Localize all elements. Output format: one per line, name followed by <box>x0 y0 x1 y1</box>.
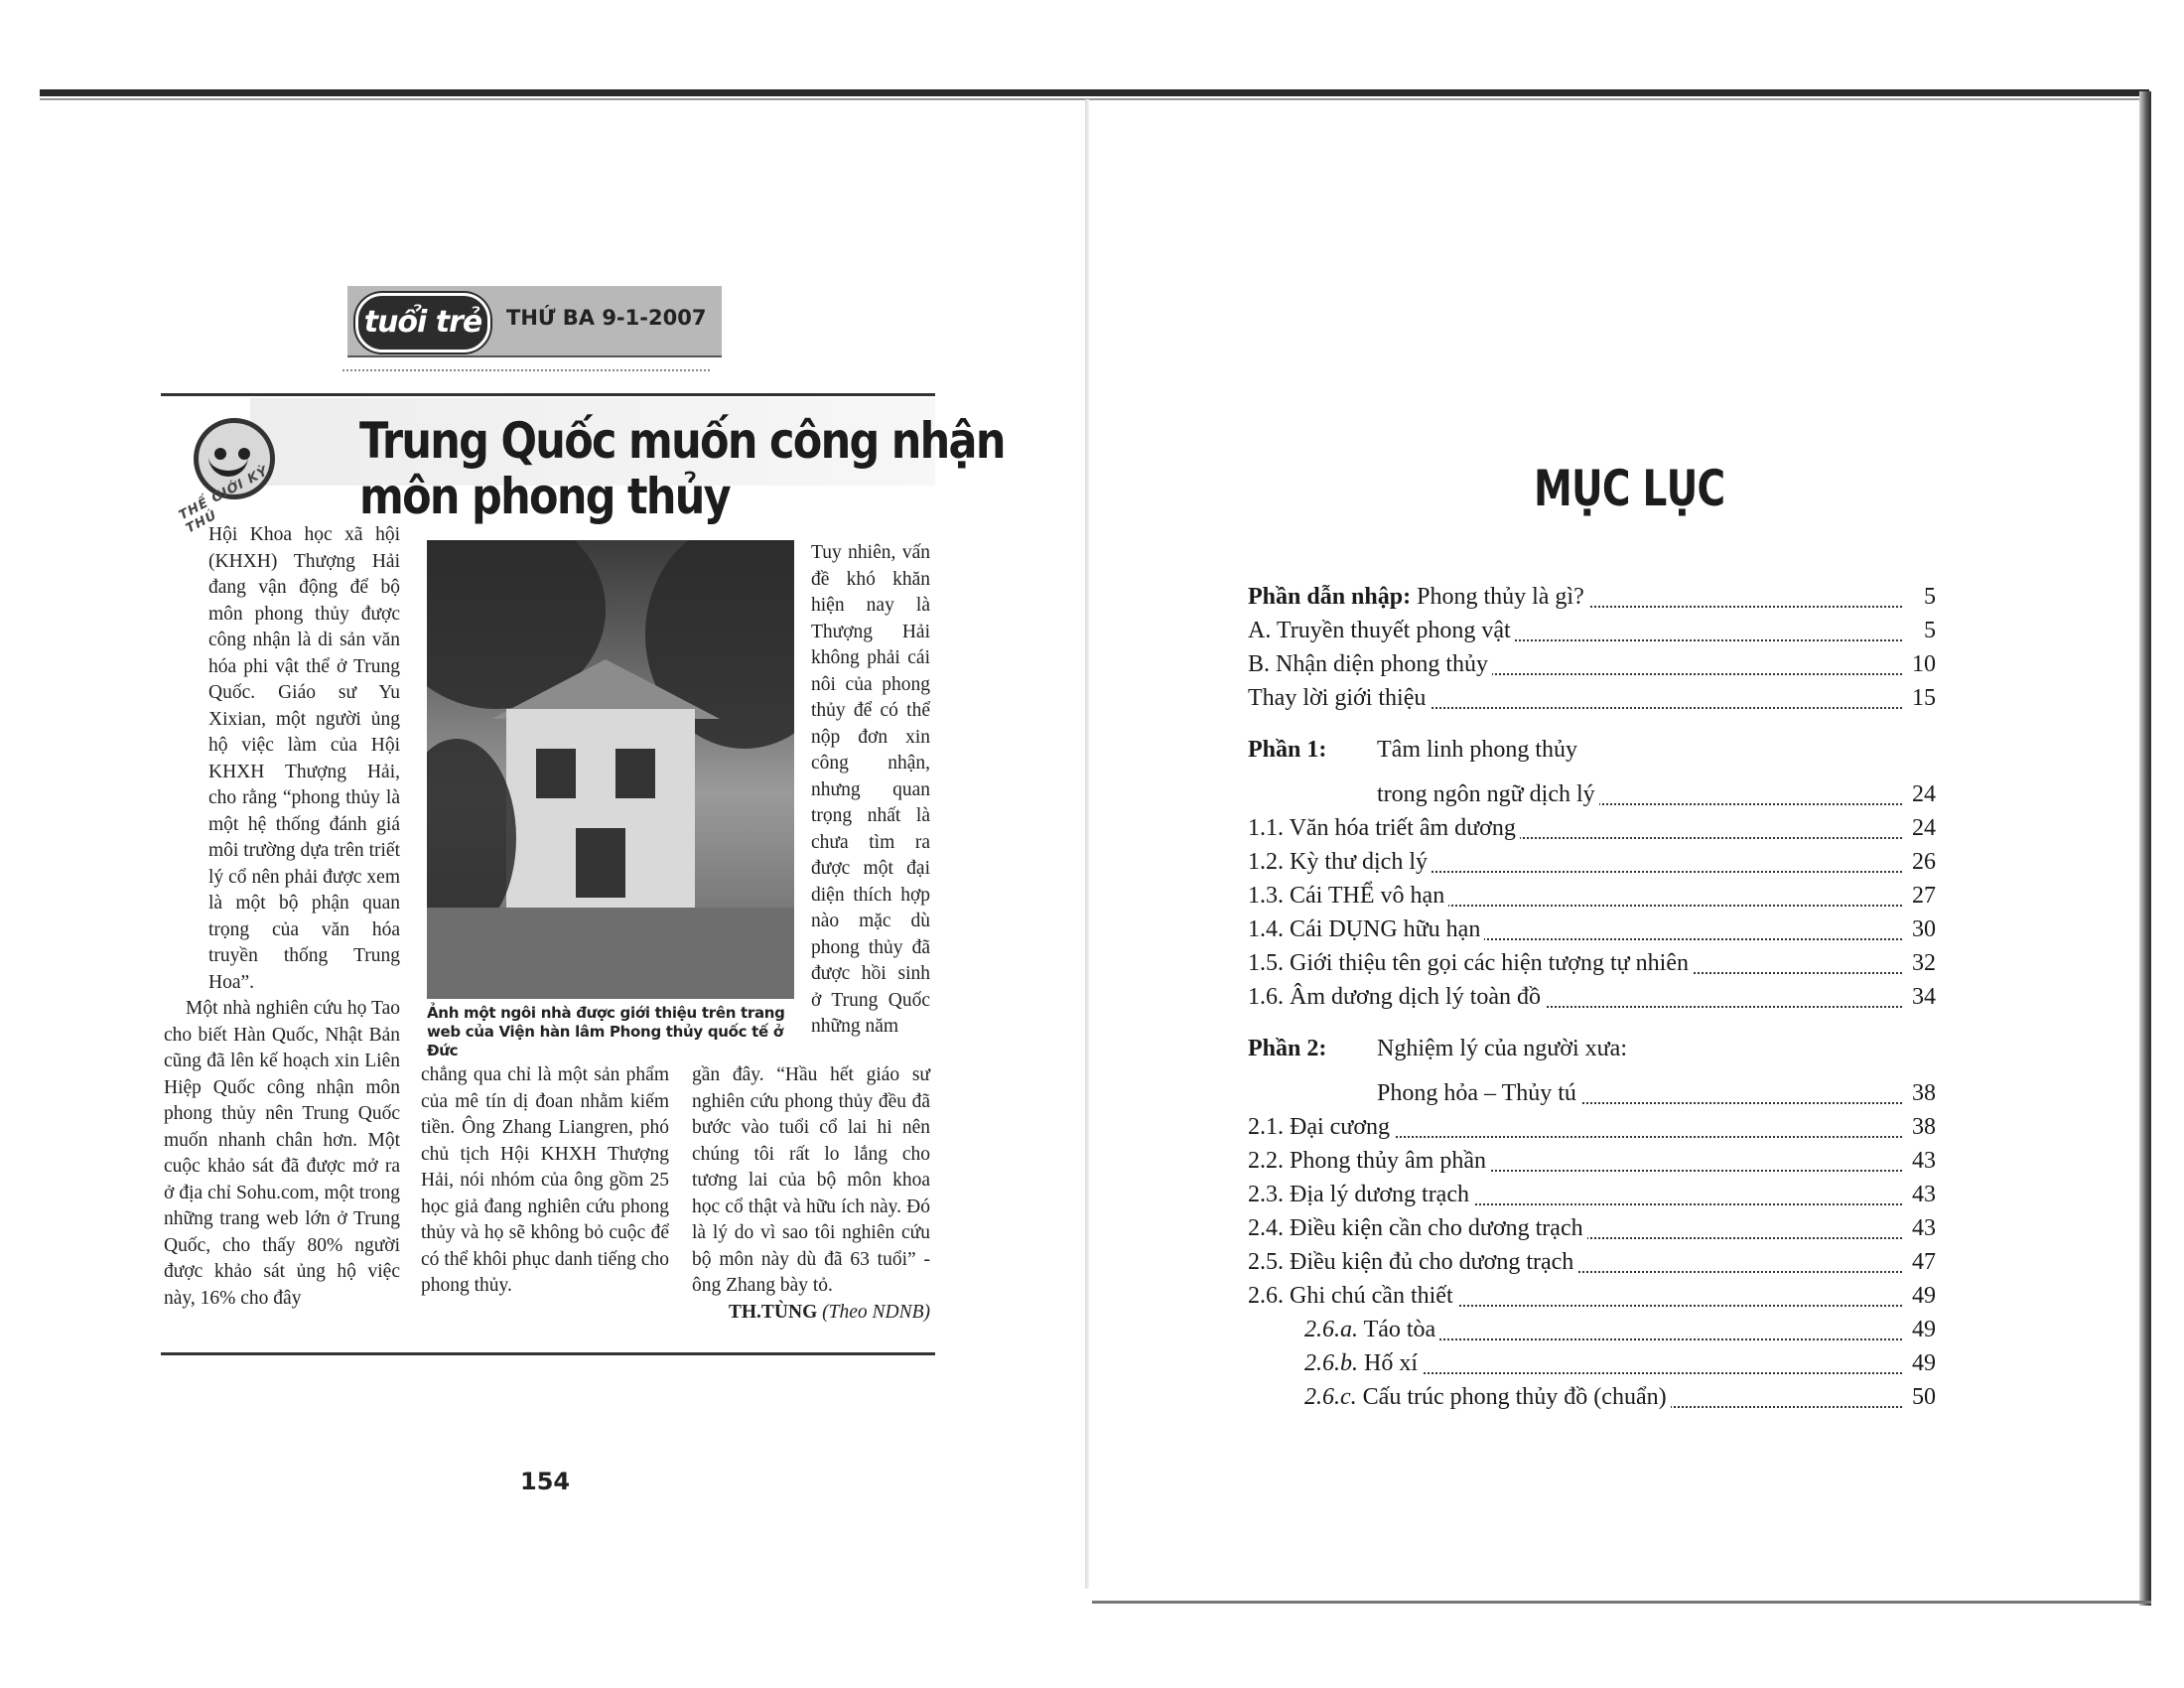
toc-entry-text: 2.6. Ghi chú cần thiết <box>1248 1283 1457 1310</box>
toc-entry-text: Phong hỏa – Thủy tú <box>1377 1080 1580 1107</box>
toc-entry-text: 1.3. Cái THỂ vô hạn <box>1248 883 1448 910</box>
toc-page-number: 49 <box>1908 1350 1936 1377</box>
toc-entry <box>1248 1384 1936 1414</box>
toc-entry-text: 2.4. Điều kiện cần cho dương trạch <box>1248 1215 1587 1242</box>
toc-page-number: 5 <box>1920 618 1936 644</box>
masthead-dotted-rule <box>342 369 710 371</box>
toc-page-number: 5 <box>1920 584 1936 611</box>
article-paragraph: Một nhà nghiên cứu họ Tao cho biết Hàn Quốc, Nhật Bản cũng đã lên kế hoạch xin Liên Hiệp Quốc công nhận môn phong thủy nên Trung Quốc muốn nhanh chân hơn. Một cuộc khảo sát đã được mở ra ở địa chỉ Sohu.com, một trong những trang web lớn ở Trung Quốc, cho thấy 80% người được khảo sát ủng hộ việc này, 16% cho đây <box>164 998 400 1309</box>
photo-window <box>536 749 576 798</box>
toc-entry-text: B. Nhận diện phong thủy <box>1248 651 1492 678</box>
toc-entry <box>1248 950 1936 980</box>
book-gutter <box>1085 99 1089 1589</box>
toc-page-number: 34 <box>1908 984 1936 1011</box>
page-number: 154 <box>520 1468 571 1495</box>
clipping-bottom-rule <box>161 1352 935 1355</box>
toc-part-label: Phần 2: <box>1248 1036 1327 1061</box>
article-paragraph: gần đây. “Hầu hết giáo sư nghiên cứu phong thủy đều đã bước vào tuổi cổ lai hi nên chúng tôi rất lo lắng cho tương lai của bộ môn khoa học cổ thật và hữu ích này. Đó là lý do vì sao tôi nghiên cứu bộ môn này dù đã 63 tuổi” - ông Zhang bày tỏ. <box>692 1064 930 1296</box>
toc-entry <box>1248 685 1936 715</box>
spread-top-rule <box>40 89 2149 96</box>
newspaper-logo <box>355 293 490 352</box>
toc-entry-text: 1.4. Cái DỤNG hữu hạn <box>1248 916 1484 943</box>
toc-page-number: 15 <box>1908 685 1936 712</box>
toc-entry <box>1248 781 1936 811</box>
toc-page-number: 10 <box>1908 651 1936 678</box>
toc-entry <box>1248 916 1936 946</box>
toc-entry-text: trong ngôn ngữ dịch lý <box>1377 781 1599 808</box>
toc-entry <box>1248 1317 1936 1346</box>
byline-source: (Theo NDNB) <box>822 1301 930 1323</box>
toc-entry-text: Phần dẫn nhập: Phong thủy là gì? <box>1248 584 1588 611</box>
spread-top-rule-shadow <box>40 98 2149 100</box>
toc-page-number: 32 <box>1908 950 1936 977</box>
toc-entry <box>1248 651 1936 681</box>
toc-entry-text: 2.6.c. Cấu trúc phong thủy đồ (chuẩn) <box>1304 1384 1671 1411</box>
toc-entry <box>1248 1182 1936 1211</box>
page-bottom-edge <box>1092 1601 2151 1604</box>
page-edge-shadow <box>2139 91 2151 1606</box>
toc-entry-text: 2.6.b. Hố xí <box>1304 1350 1422 1377</box>
article-column-1 <box>164 522 400 1312</box>
toc-entry-number: 2.6.c. <box>1304 1384 1357 1410</box>
toc-entry-text: 2.3. Địa lý dương trạch <box>1248 1182 1473 1208</box>
photo-window <box>615 749 655 798</box>
toc-page-number: 43 <box>1908 1182 1936 1208</box>
smiley-mouth <box>208 453 248 477</box>
toc-entry <box>1248 1249 1936 1279</box>
toc-part-title: Nghiệm lý của người xưa: <box>1377 1036 1627 1061</box>
newspaper-masthead <box>347 286 722 357</box>
house-photo <box>427 540 794 999</box>
toc-entry-text: 2.2. Phong thủy âm phần <box>1248 1148 1490 1175</box>
toc-page-number: 30 <box>1908 916 1936 943</box>
toc-entry <box>1248 984 1936 1014</box>
toc-entry-text: 1.2. Kỳ thư dịch lý <box>1248 849 1432 876</box>
toc-part-title: Tâm linh phong thủy <box>1377 737 1577 763</box>
toc-entry <box>1248 618 1936 647</box>
toc-page-number: 38 <box>1908 1114 1936 1141</box>
toc-entry-number: 2.6.a. <box>1304 1317 1358 1342</box>
toc-entry-text: 2.1. Đại cương <box>1248 1114 1394 1141</box>
toc-entry-text: 1.1. Văn hóa triết âm dương <box>1248 815 1520 842</box>
toc-page-number: 27 <box>1908 883 1936 910</box>
toc-page-number: 38 <box>1908 1080 1936 1107</box>
toc-entry <box>1248 584 1936 614</box>
toc-page-number: 24 <box>1908 815 1936 842</box>
toc-part-heading <box>1248 737 1936 767</box>
toc-entry-text: 2.5. Điều kiện đủ cho dương trạch <box>1248 1249 1577 1276</box>
toc-page-number: 47 <box>1908 1249 1936 1276</box>
issue-date: THỨ BA 9-1-2007 <box>506 306 707 330</box>
photo-house-wall <box>506 709 695 908</box>
toc-page-number: 49 <box>1908 1317 1936 1343</box>
toc-page-number: 43 <box>1908 1148 1936 1175</box>
toc-entry <box>1248 1350 1936 1380</box>
emblem-ring-text: THẾ GIỚI KỲ THÚ <box>176 464 271 537</box>
toc-entry <box>1248 1215 1936 1245</box>
article-paragraph: chẳng qua chỉ là một sản phẩm của mê tín dị đoan nhằm kiếm tiền. Ông Zhang Liangren, phó chủ tịch Hội KHXH Thượng Hải, nói nhóm của ông gồm 25 học giả đang nghiên cứu phong thủy và họ sẽ không bỏ cuộc để có thể khôi phục danh tiếng cho phong thủy. <box>421 1064 669 1296</box>
toc-page-number: 24 <box>1908 781 1936 808</box>
article-paragraph: Tuy nhiên, vấn đề khó khăn hiện nay là Thượng Hải không phải cái nôi của phong thủy để có thể nộp đơn xin công nhận, nhưng quan trọng nhất là chưa tìm ra được một đại diện thích hợp nào mặc dù phong thủy đã được hồi sinh ở Trung Quốc những năm <box>811 542 930 1037</box>
toc-entry <box>1248 883 1936 913</box>
toc-title: MỤC LỤC <box>1534 460 1725 517</box>
article-column-3-bottom <box>692 1062 930 1326</box>
toc-entry <box>1248 849 1936 879</box>
toc-entry-text: Thay lời giới thiệu <box>1248 685 1430 712</box>
toc-entry-text: A. Truyền thuyết phong vật <box>1248 618 1515 644</box>
article-column-3-top <box>811 540 930 1041</box>
toc-entry <box>1248 1080 1936 1110</box>
newspaper-clipping <box>161 393 1005 1361</box>
headline-line-1: Trung Quốc muốn công nhận <box>359 412 1005 470</box>
toc-entry-label-bold: Phần dẫn nhập: <box>1248 584 1412 610</box>
toc-page-number: 49 <box>1908 1283 1936 1310</box>
photo-ground <box>427 908 794 999</box>
toc-entry-text: 1.5. Giới thiệu tên gọi các hiện tượng tự nhiên <box>1248 950 1693 977</box>
photo-caption: Ảnh một ngôi nhà được giới thiệu trên trang web của Viện hàn lâm Phong thủy quốc tế ở Đức <box>427 1004 785 1059</box>
article-headline <box>359 412 1005 525</box>
byline-author: TH.TÙNG <box>728 1301 818 1323</box>
toc-page-number: 26 <box>1908 849 1936 876</box>
newspaper-logo-text: tuổi trẻ <box>363 305 482 340</box>
article-column-2 <box>421 1062 669 1300</box>
article-paragraph: Hội Khoa học xã hội (KHXH) Thượng Hải đang vận động để bộ môn phong thủy được công nhận là di sản văn hóa phi vật thể ở Trung Quốc. Giáo sư Yu Xixian, một người ủng hộ việc làm của Hội KHXH Thượng Hải, cho rằng “phong thủy là một hệ thống đánh giá môi trường dựa trên triết lý cổ nên phải được xem là một bộ phận quan trọng của văn hóa truyền thống Trung Hoa”. <box>208 524 400 993</box>
smiley-emblem-icon <box>176 413 288 537</box>
headline-line-2: môn phong thủy <box>359 468 730 525</box>
toc-entry <box>1248 815 1936 845</box>
article-byline <box>692 1300 930 1327</box>
toc-entry-text: 1.6. Âm dương dịch lý toàn đồ <box>1248 984 1545 1011</box>
clipping-top-rule <box>161 393 935 396</box>
toc-entry <box>1248 1283 1936 1313</box>
toc-page-number: 50 <box>1908 1384 1936 1411</box>
toc-entry-text: 2.6.a. Táo tòa <box>1304 1317 1439 1343</box>
toc-entry <box>1248 1114 1936 1144</box>
photo-window <box>576 828 625 898</box>
toc-part-label: Phần 1: <box>1248 737 1327 763</box>
toc-entry <box>1248 1148 1936 1178</box>
toc-part-heading <box>1248 1036 1936 1065</box>
toc-entry-number: 2.6.b. <box>1304 1350 1358 1376</box>
toc-page-number: 43 <box>1908 1215 1936 1242</box>
